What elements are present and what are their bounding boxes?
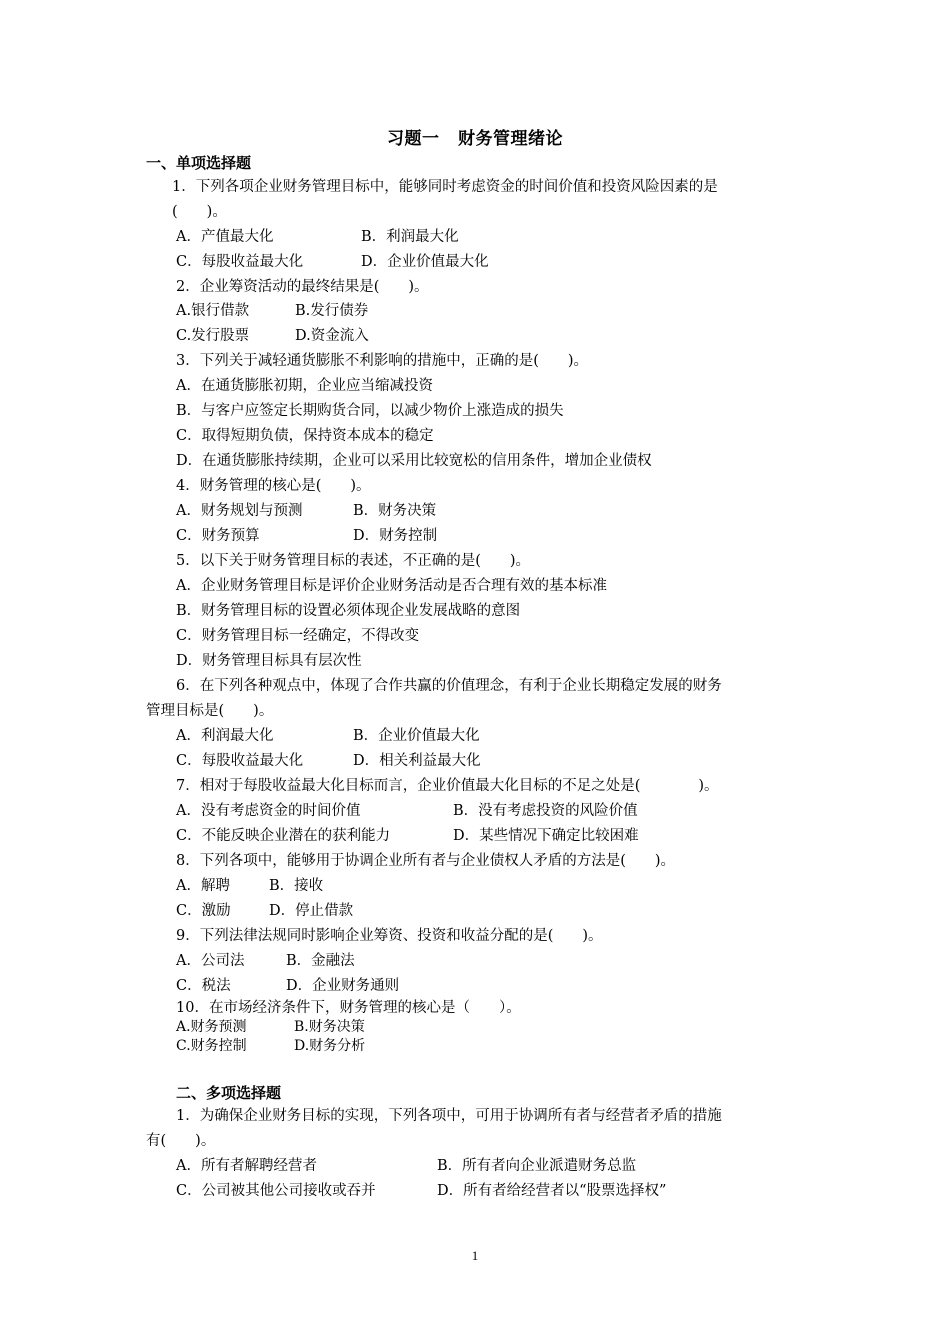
option-text: B．与客户应签定长期购货合同，以减少物价上涨造成的损失 xyxy=(176,403,564,419)
question-text: 4．财务管理的核心是( )。 xyxy=(176,478,371,494)
option-text: A．财务规划与预测 xyxy=(176,503,303,519)
option-text: A．在通货膨胀初期，企业应当缩减投资 xyxy=(176,378,433,394)
option-text: C．激励 xyxy=(176,903,231,919)
option-text: D．财务管理目标具有层次性 xyxy=(176,653,362,669)
option-text: C.财务控制 xyxy=(176,1038,247,1054)
question-text: 6．在下列各种观点中，体现了合作共赢的价值理念，有利于企业长期稳定发展的财务 xyxy=(176,678,722,694)
question-text: 10．在市场经济条件下，财务管理的核心是（ ）。 xyxy=(176,1000,521,1016)
section-heading-multiple-choice: 二、多项选择题 xyxy=(176,1084,282,1102)
option-text: A.财务预测 xyxy=(176,1019,247,1035)
option-text: D.财务分析 xyxy=(294,1038,366,1054)
option-text: C．每股收益最大化 xyxy=(176,254,304,270)
option-text: D．停止借款 xyxy=(269,903,354,919)
option-text: D．企业价值最大化 xyxy=(361,254,489,270)
option-text: B．没有考虑投资的风险价值 xyxy=(453,803,638,819)
option-text: B．金融法 xyxy=(286,953,355,969)
page-number: 1 xyxy=(471,1248,479,1263)
option-text: C．税法 xyxy=(176,978,231,994)
option-text: A．所有者解聘经营者 xyxy=(176,1158,317,1174)
option-text: C．每股收益最大化 xyxy=(176,753,304,769)
title-part1: 习题一 xyxy=(387,129,440,149)
title-part2: 财务管理绪论 xyxy=(457,129,563,149)
option-text: C．财务管理目标一经确定，不得改变 xyxy=(176,628,420,644)
option-text: B．企业价值最大化 xyxy=(353,728,480,744)
question-text: 9．下列法律法规同时影响企业筹资、投资和收益分配的是( )。 xyxy=(176,928,603,944)
option-text: D．相关利益最大化 xyxy=(353,753,481,769)
option-text: A．解聘 xyxy=(176,878,230,894)
option-text: D.资金流入 xyxy=(295,328,369,344)
option-text: C．财务预算 xyxy=(176,528,260,544)
option-text: A．公司法 xyxy=(176,953,245,969)
option-text: C．取得短期负债，保持资本成本的稳定 xyxy=(176,428,434,444)
option-text: D．在通货膨胀持续期，企业可以采用比较宽松的信用条件，增加企业债权 xyxy=(176,453,652,469)
option-text: B．所有者向企业派遣财务总监 xyxy=(437,1158,637,1174)
option-text: A．产值最大化 xyxy=(176,229,274,245)
question-text: 8．下列各项中，能够用于协调企业所有者与企业债权人矛盾的方法是( )。 xyxy=(176,853,676,869)
option-text: A．企业财务管理目标是评价企业财务活动是否合理有效的基本标准 xyxy=(176,578,607,594)
section-heading-single-choice: 一、单项选择题 xyxy=(146,154,252,172)
page-title xyxy=(0,124,950,149)
option-text: C．公司被其他公司接收或吞并 xyxy=(176,1183,376,1199)
option-text: C.发行股票 xyxy=(176,328,250,344)
question-text: 有( )。 xyxy=(146,1133,216,1149)
question-text: 7．相对于每股收益最大化目标而言，企业价值最大化目标的不足之处是( )。 xyxy=(176,778,719,794)
question-text: 5．以下关于财务管理目标的表述，不正确的是( )。 xyxy=(176,553,531,569)
question-text: 2．企业筹资活动的最终结果是( )。 xyxy=(176,279,429,295)
option-text: A．没有考虑资金的时间价值 xyxy=(176,803,361,819)
option-text: B.发行债券 xyxy=(295,303,369,319)
option-text: B．接收 xyxy=(269,878,324,894)
question-text: ( )。 xyxy=(172,204,227,220)
question-text: 1．下列各项企业财务管理目标中，能够同时考虑资金的时间价值和投资风险因素的是 xyxy=(172,179,718,195)
question-text: 3．下列关于减轻通货膨胀不利影响的措施中，正确的是( )。 xyxy=(176,353,589,369)
option-text: B．财务决策 xyxy=(353,503,437,519)
option-text: B.财务决策 xyxy=(294,1019,365,1035)
option-text: A.银行借款 xyxy=(176,303,250,319)
question-text: 1．为确保企业财务目标的实现，下列各项中，可用于协调所有者与经营者矛盾的措施 xyxy=(176,1108,722,1124)
option-text: A．利润最大化 xyxy=(176,728,274,744)
option-text: B．利润最大化 xyxy=(361,229,459,245)
question-text: 管理目标是( )。 xyxy=(146,703,274,719)
option-text: D．财务控制 xyxy=(353,528,438,544)
option-text: D．所有者给经营者以“股票选择权” xyxy=(437,1183,667,1199)
option-text: C．不能反映企业潜在的获利能力 xyxy=(176,828,391,844)
option-text: D．企业财务通则 xyxy=(286,978,400,994)
option-text: D．某些情况下确定比较困难 xyxy=(453,828,639,844)
option-text: B．财务管理目标的设置必须体现企业发展战略的意图 xyxy=(176,603,521,619)
